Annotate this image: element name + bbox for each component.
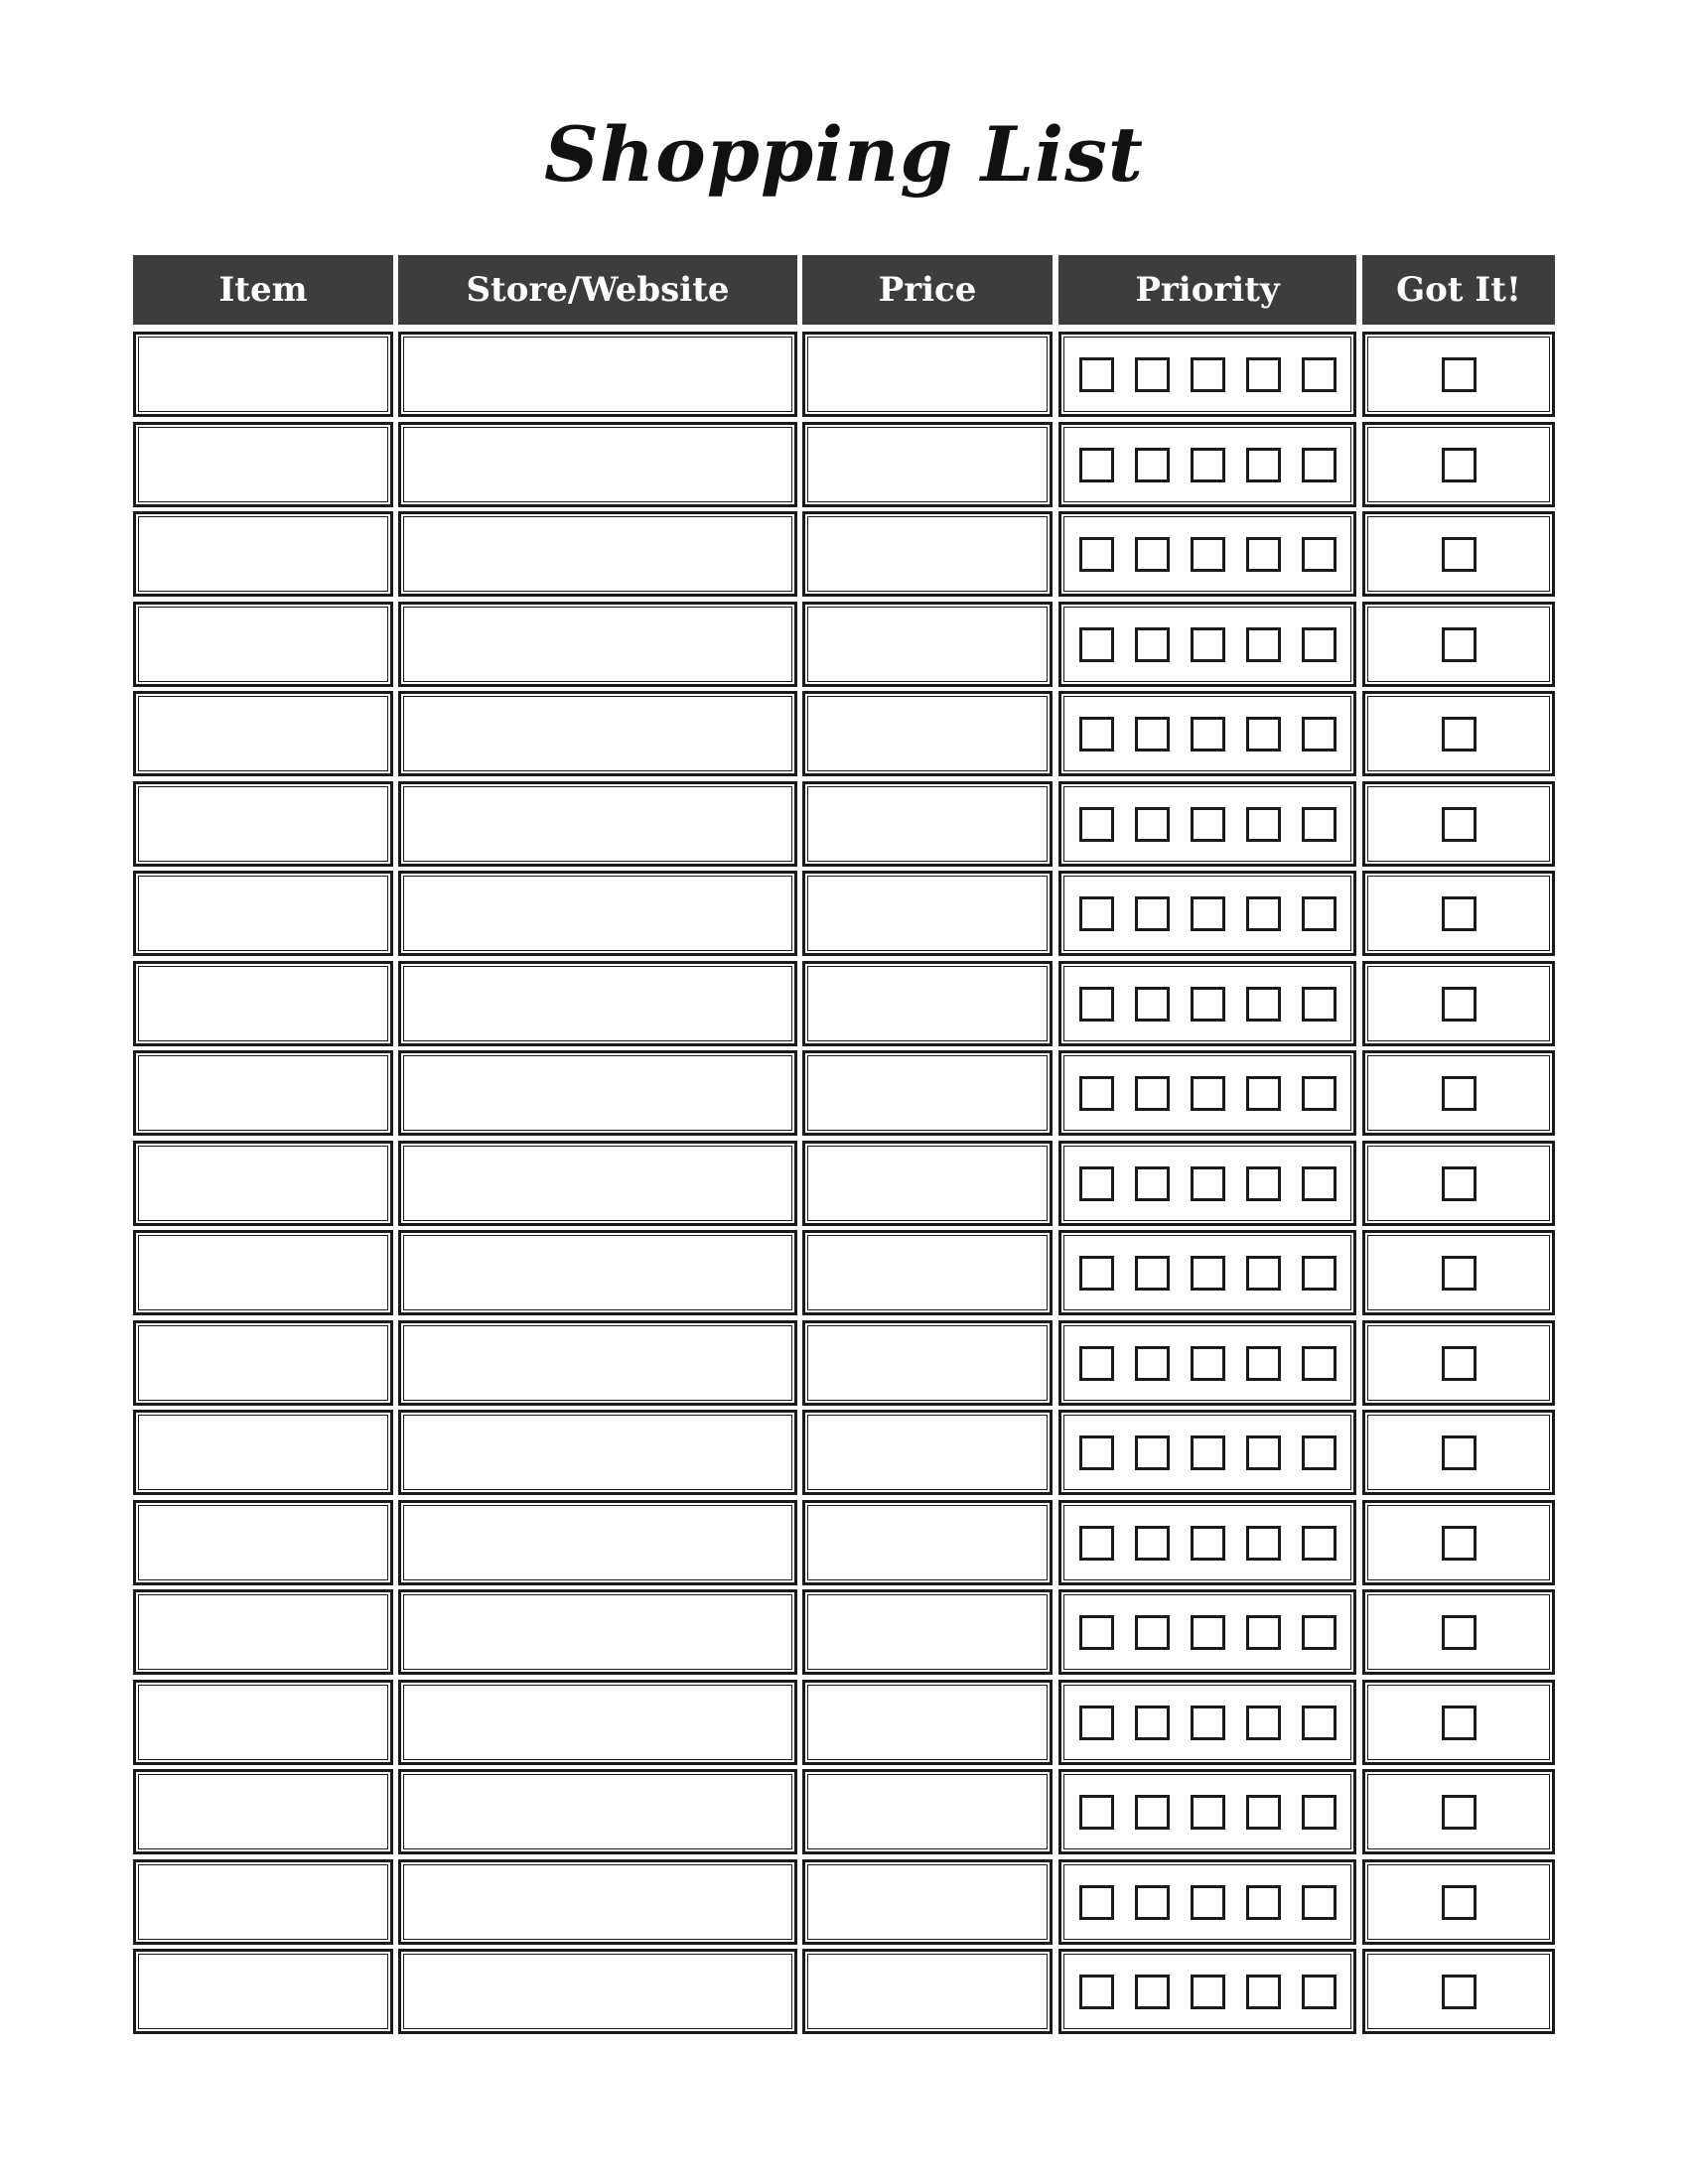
got-it-checkbox-wrapper [1365, 425, 1552, 504]
priority-checkbox[interactable] [1191, 1256, 1225, 1291]
item-cell[interactable] [133, 1949, 393, 2034]
store-website-cell[interactable] [398, 602, 797, 687]
priority-checkbox-group [1061, 964, 1353, 1043]
item-cell[interactable] [133, 781, 393, 867]
got-it-cell [1362, 1320, 1555, 1406]
store-website-cell[interactable] [398, 1769, 797, 1854]
price-cell[interactable] [802, 1320, 1053, 1406]
price-cell[interactable] [802, 1050, 1053, 1136]
priority-checkbox[interactable] [1246, 1795, 1281, 1830]
priority-checkbox[interactable] [1191, 987, 1225, 1022]
priority-cell [1058, 332, 1356, 417]
priority-checkbox[interactable] [1191, 1346, 1225, 1381]
priority-checkbox[interactable] [1135, 627, 1170, 662]
price-cell[interactable] [802, 691, 1053, 776]
price-cell[interactable] [802, 961, 1053, 1046]
priority-checkbox[interactable] [1191, 627, 1225, 662]
item-cell[interactable] [133, 602, 393, 687]
priority-checkbox[interactable] [1135, 1346, 1170, 1381]
priority-checkbox[interactable] [1246, 987, 1281, 1022]
priority-checkbox[interactable] [1302, 1615, 1336, 1650]
got-it-cell [1362, 1949, 1555, 2034]
store-website-cell[interactable] [398, 1589, 797, 1675]
got-it-checkbox[interactable] [1442, 627, 1477, 662]
priority-checkbox[interactable] [1302, 357, 1336, 392]
priority-cell [1058, 1410, 1356, 1495]
item-cell[interactable] [133, 1769, 393, 1854]
got-it-checkbox[interactable] [1442, 448, 1477, 482]
got-it-checkbox[interactable] [1442, 1795, 1477, 1830]
got-it-checkbox-wrapper [1365, 964, 1552, 1043]
got-it-checkbox[interactable] [1442, 1885, 1477, 1920]
priority-checkbox[interactable] [1079, 896, 1114, 931]
priority-checkbox[interactable] [1079, 807, 1114, 842]
priority-checkbox[interactable] [1079, 448, 1114, 482]
got-it-checkbox[interactable] [1442, 1166, 1477, 1201]
item-cell[interactable] [133, 511, 393, 597]
priority-checkbox[interactable] [1302, 987, 1336, 1022]
priority-checkbox[interactable] [1079, 1615, 1114, 1650]
got-it-cell [1362, 511, 1555, 597]
priority-checkbox[interactable] [1191, 1526, 1225, 1561]
price-cell[interactable] [802, 1680, 1053, 1765]
priority-cell [1058, 602, 1356, 687]
priority-checkbox[interactable] [1302, 1706, 1336, 1740]
priority-checkbox[interactable] [1246, 1435, 1281, 1470]
got-it-cell [1362, 1500, 1555, 1585]
store-website-cell[interactable] [398, 332, 797, 417]
priority-checkbox[interactable] [1246, 1256, 1281, 1291]
priority-checkbox-group [1061, 605, 1353, 684]
priority-cell [1058, 1589, 1356, 1675]
priority-checkbox[interactable] [1135, 896, 1170, 931]
priority-checkbox-group [1061, 1592, 1353, 1672]
store-website-cell[interactable] [398, 1410, 797, 1495]
got-it-checkbox-wrapper [1365, 1413, 1552, 1492]
priority-checkbox[interactable] [1246, 1346, 1281, 1381]
price-cell[interactable] [802, 332, 1053, 417]
got-it-checkbox-wrapper [1365, 1503, 1552, 1582]
priority-cell [1058, 871, 1356, 956]
priority-checkbox[interactable] [1079, 1435, 1114, 1470]
priority-checkbox[interactable] [1079, 357, 1114, 392]
priority-checkbox-group [1061, 784, 1353, 864]
priority-checkbox-group [1061, 514, 1353, 594]
priority-checkbox[interactable] [1191, 807, 1225, 842]
priority-checkbox[interactable] [1079, 987, 1114, 1022]
priority-checkbox[interactable] [1135, 807, 1170, 842]
item-cell[interactable] [133, 1320, 393, 1406]
priority-checkbox[interactable] [1135, 1706, 1170, 1740]
got-it-checkbox[interactable] [1442, 1526, 1477, 1561]
priority-checkbox-group [1061, 874, 1353, 953]
priority-checkbox[interactable] [1302, 627, 1336, 662]
priority-checkbox[interactable] [1191, 1166, 1225, 1201]
price-cell[interactable] [802, 602, 1053, 687]
column-header-item: Item [133, 255, 393, 325]
got-it-checkbox[interactable] [1442, 717, 1477, 751]
got-it-checkbox[interactable] [1442, 357, 1477, 392]
priority-checkbox[interactable] [1135, 1795, 1170, 1830]
store-website-cell[interactable] [398, 781, 797, 867]
priority-checkbox[interactable] [1135, 1076, 1170, 1111]
store-website-cell[interactable] [398, 511, 797, 597]
priority-checkbox[interactable] [1191, 1076, 1225, 1111]
got-it-checkbox-wrapper [1365, 1053, 1552, 1133]
priority-cell [1058, 1230, 1356, 1315]
priority-checkbox[interactable] [1302, 1166, 1336, 1201]
got-it-checkbox[interactable] [1442, 1975, 1477, 2009]
priority-cell [1058, 1680, 1356, 1765]
got-it-cell [1362, 602, 1555, 687]
priority-checkbox[interactable] [1135, 1435, 1170, 1470]
priority-cell [1058, 1859, 1356, 1945]
priority-checkbox-group [1061, 694, 1353, 773]
priority-checkbox[interactable] [1302, 1526, 1336, 1561]
got-it-cell [1362, 1050, 1555, 1136]
priority-checkbox[interactable] [1135, 987, 1170, 1022]
priority-checkbox-group [1061, 1952, 1353, 2031]
got-it-checkbox-wrapper [1365, 335, 1552, 414]
column-header-store-website: Store/Website [398, 255, 797, 325]
price-cell[interactable] [802, 1769, 1053, 1854]
got-it-checkbox[interactable] [1442, 807, 1477, 842]
got-it-cell [1362, 1410, 1555, 1495]
priority-checkbox[interactable] [1191, 537, 1225, 572]
store-website-cell[interactable] [398, 1050, 797, 1136]
got-it-checkbox-wrapper [1365, 694, 1552, 773]
priority-checkbox-group [1061, 335, 1353, 414]
priority-checkbox[interactable] [1135, 1975, 1170, 2009]
priority-checkbox[interactable] [1246, 357, 1281, 392]
got-it-checkbox[interactable] [1442, 537, 1477, 572]
priority-checkbox[interactable] [1135, 1885, 1170, 1920]
got-it-cell [1362, 1859, 1555, 1945]
priority-checkbox[interactable] [1302, 1795, 1336, 1830]
got-it-cell [1362, 691, 1555, 776]
item-cell[interactable] [133, 1859, 393, 1945]
got-it-cell [1362, 1769, 1555, 1854]
priority-checkbox[interactable] [1079, 627, 1114, 662]
priority-checkbox[interactable] [1079, 1795, 1114, 1830]
priority-checkbox[interactable] [1246, 807, 1281, 842]
priority-checkbox[interactable] [1246, 1885, 1281, 1920]
priority-checkbox[interactable] [1191, 717, 1225, 751]
price-cell[interactable] [802, 1949, 1053, 2034]
priority-checkbox[interactable] [1302, 1076, 1336, 1111]
got-it-checkbox[interactable] [1442, 1076, 1477, 1111]
priority-checkbox[interactable] [1302, 896, 1336, 931]
item-cell[interactable] [133, 332, 393, 417]
priority-checkbox[interactable] [1302, 807, 1336, 842]
price-cell[interactable] [802, 1859, 1053, 1945]
got-it-checkbox-wrapper [1365, 1952, 1552, 2031]
priority-checkbox[interactable] [1302, 537, 1336, 572]
priority-checkbox-group [1061, 1503, 1353, 1582]
got-it-checkbox[interactable] [1442, 1615, 1477, 1650]
priority-checkbox[interactable] [1079, 1256, 1114, 1291]
store-website-cell[interactable] [398, 1500, 797, 1585]
price-cell[interactable] [802, 1589, 1053, 1675]
priority-checkbox[interactable] [1079, 1346, 1114, 1381]
priority-checkbox[interactable] [1191, 1435, 1225, 1470]
priority-checkbox[interactable] [1079, 1706, 1114, 1740]
got-it-checkbox-wrapper [1365, 1144, 1552, 1223]
priority-checkbox[interactable] [1079, 1885, 1114, 1920]
priority-checkbox[interactable] [1246, 1076, 1281, 1111]
store-website-cell[interactable] [398, 1859, 797, 1945]
priority-checkbox[interactable] [1079, 1076, 1114, 1111]
priority-cell [1058, 1500, 1356, 1585]
got-it-checkbox[interactable] [1442, 896, 1477, 931]
item-cell[interactable] [133, 422, 393, 507]
priority-checkbox[interactable] [1135, 1526, 1170, 1561]
priority-checkbox-group [1061, 1144, 1353, 1223]
priority-cell [1058, 1949, 1356, 2034]
got-it-checkbox[interactable] [1442, 1256, 1477, 1291]
item-cell[interactable] [133, 1230, 393, 1315]
got-it-checkbox[interactable] [1442, 1706, 1477, 1740]
price-cell[interactable] [802, 781, 1053, 867]
got-it-checkbox-wrapper [1365, 1772, 1552, 1851]
store-website-cell[interactable] [398, 1320, 797, 1406]
got-it-cell [1362, 1230, 1555, 1315]
got-it-cell [1362, 332, 1555, 417]
priority-checkbox-group [1061, 1323, 1353, 1403]
priority-checkbox[interactable] [1246, 1706, 1281, 1740]
got-it-checkbox-wrapper [1365, 1323, 1552, 1403]
priority-checkbox[interactable] [1302, 448, 1336, 482]
column-header-price: Price [802, 255, 1053, 325]
page-title: Shopping List [543, 110, 1145, 199]
priority-checkbox-group [1061, 1413, 1353, 1492]
priority-checkbox[interactable] [1302, 1346, 1336, 1381]
store-website-cell[interactable] [398, 691, 797, 776]
item-cell[interactable] [133, 1680, 393, 1765]
priority-checkbox[interactable] [1135, 717, 1170, 751]
priority-checkbox[interactable] [1302, 1256, 1336, 1291]
priority-checkbox[interactable] [1246, 448, 1281, 482]
priority-cell [1058, 1050, 1356, 1136]
store-website-cell[interactable] [398, 871, 797, 956]
got-it-cell [1362, 1141, 1555, 1226]
got-it-cell [1362, 781, 1555, 867]
item-cell[interactable] [133, 871, 393, 956]
got-it-checkbox-wrapper [1365, 784, 1552, 864]
item-cell[interactable] [133, 1589, 393, 1675]
got-it-checkbox[interactable] [1442, 1435, 1477, 1470]
item-cell[interactable] [133, 1500, 393, 1585]
priority-checkbox[interactable] [1246, 896, 1281, 931]
got-it-checkbox[interactable] [1442, 987, 1477, 1022]
priority-checkbox[interactable] [1191, 1615, 1225, 1650]
price-cell[interactable] [802, 511, 1053, 597]
priority-checkbox[interactable] [1302, 717, 1336, 751]
priority-checkbox[interactable] [1191, 357, 1225, 392]
priority-checkbox[interactable] [1079, 537, 1114, 572]
column-header-got-it: Got It! [1362, 255, 1555, 325]
store-website-cell[interactable] [398, 422, 797, 507]
item-cell[interactable] [133, 691, 393, 776]
priority-checkbox[interactable] [1079, 717, 1114, 751]
priority-checkbox[interactable] [1079, 1166, 1114, 1201]
priority-checkbox[interactable] [1135, 448, 1170, 482]
priority-cell [1058, 1141, 1356, 1226]
item-cell[interactable] [133, 961, 393, 1046]
priority-checkbox-group [1061, 1683, 1353, 1762]
priority-checkbox[interactable] [1246, 537, 1281, 572]
priority-cell [1058, 1320, 1356, 1406]
got-it-checkbox-wrapper [1365, 1683, 1552, 1762]
priority-checkbox[interactable] [1191, 1706, 1225, 1740]
priority-cell [1058, 961, 1356, 1046]
store-website-cell[interactable] [398, 1230, 797, 1315]
got-it-checkbox-wrapper [1365, 605, 1552, 684]
priority-checkbox[interactable] [1302, 1885, 1336, 1920]
got-it-checkbox[interactable] [1442, 1346, 1477, 1381]
got-it-cell [1362, 871, 1555, 956]
store-website-cell[interactable] [398, 961, 797, 1046]
priority-checkbox[interactable] [1246, 627, 1281, 662]
got-it-checkbox-wrapper [1365, 1862, 1552, 1942]
priority-checkbox[interactable] [1302, 1435, 1336, 1470]
priority-cell [1058, 422, 1356, 507]
priority-checkbox[interactable] [1079, 1526, 1114, 1561]
got-it-checkbox-wrapper [1365, 1592, 1552, 1672]
item-cell[interactable] [133, 1410, 393, 1495]
priority-checkbox[interactable] [1135, 1256, 1170, 1291]
priority-checkbox[interactable] [1246, 1166, 1281, 1201]
priority-checkbox[interactable] [1135, 357, 1170, 392]
store-website-cell[interactable] [398, 1680, 797, 1765]
priority-checkbox-group [1061, 1053, 1353, 1133]
got-it-cell [1362, 422, 1555, 507]
priority-checkbox[interactable] [1191, 1885, 1225, 1920]
priority-checkbox-group [1061, 1233, 1353, 1312]
got-it-checkbox-wrapper [1365, 1233, 1552, 1312]
priority-checkbox[interactable] [1135, 537, 1170, 572]
store-website-cell[interactable] [398, 1949, 797, 2034]
column-header-priority: Priority [1058, 255, 1356, 325]
price-cell[interactable] [802, 1141, 1053, 1226]
price-cell[interactable] [802, 422, 1053, 507]
price-cell[interactable] [802, 1230, 1053, 1315]
item-cell[interactable] [133, 1050, 393, 1136]
got-it-checkbox-wrapper [1365, 514, 1552, 594]
priority-checkbox[interactable] [1191, 1795, 1225, 1830]
priority-checkbox[interactable] [1246, 1526, 1281, 1561]
priority-checkbox[interactable] [1135, 1166, 1170, 1201]
priority-checkbox[interactable] [1079, 1975, 1114, 2009]
priority-checkbox[interactable] [1191, 448, 1225, 482]
priority-cell [1058, 691, 1356, 776]
priority-checkbox[interactable] [1191, 1975, 1225, 2009]
priority-checkbox[interactable] [1246, 1975, 1281, 2009]
priority-checkbox-group [1061, 425, 1353, 504]
priority-cell [1058, 1769, 1356, 1854]
priority-checkbox[interactable] [1135, 1615, 1170, 1650]
price-cell[interactable] [802, 1410, 1053, 1495]
priority-checkbox-group [1061, 1772, 1353, 1851]
priority-checkbox-group [1061, 1862, 1353, 1942]
got-it-cell [1362, 961, 1555, 1046]
got-it-cell [1362, 1589, 1555, 1675]
item-cell[interactable] [133, 1141, 393, 1226]
priority-checkbox[interactable] [1191, 896, 1225, 931]
priority-cell [1058, 781, 1356, 867]
priority-checkbox[interactable] [1246, 717, 1281, 751]
price-cell[interactable] [802, 1500, 1053, 1585]
priority-checkbox[interactable] [1302, 1975, 1336, 2009]
price-cell[interactable] [802, 871, 1053, 956]
store-website-cell[interactable] [398, 1141, 797, 1226]
priority-cell [1058, 511, 1356, 597]
priority-checkbox[interactable] [1246, 1615, 1281, 1650]
got-it-cell [1362, 1680, 1555, 1765]
got-it-checkbox-wrapper [1365, 874, 1552, 953]
